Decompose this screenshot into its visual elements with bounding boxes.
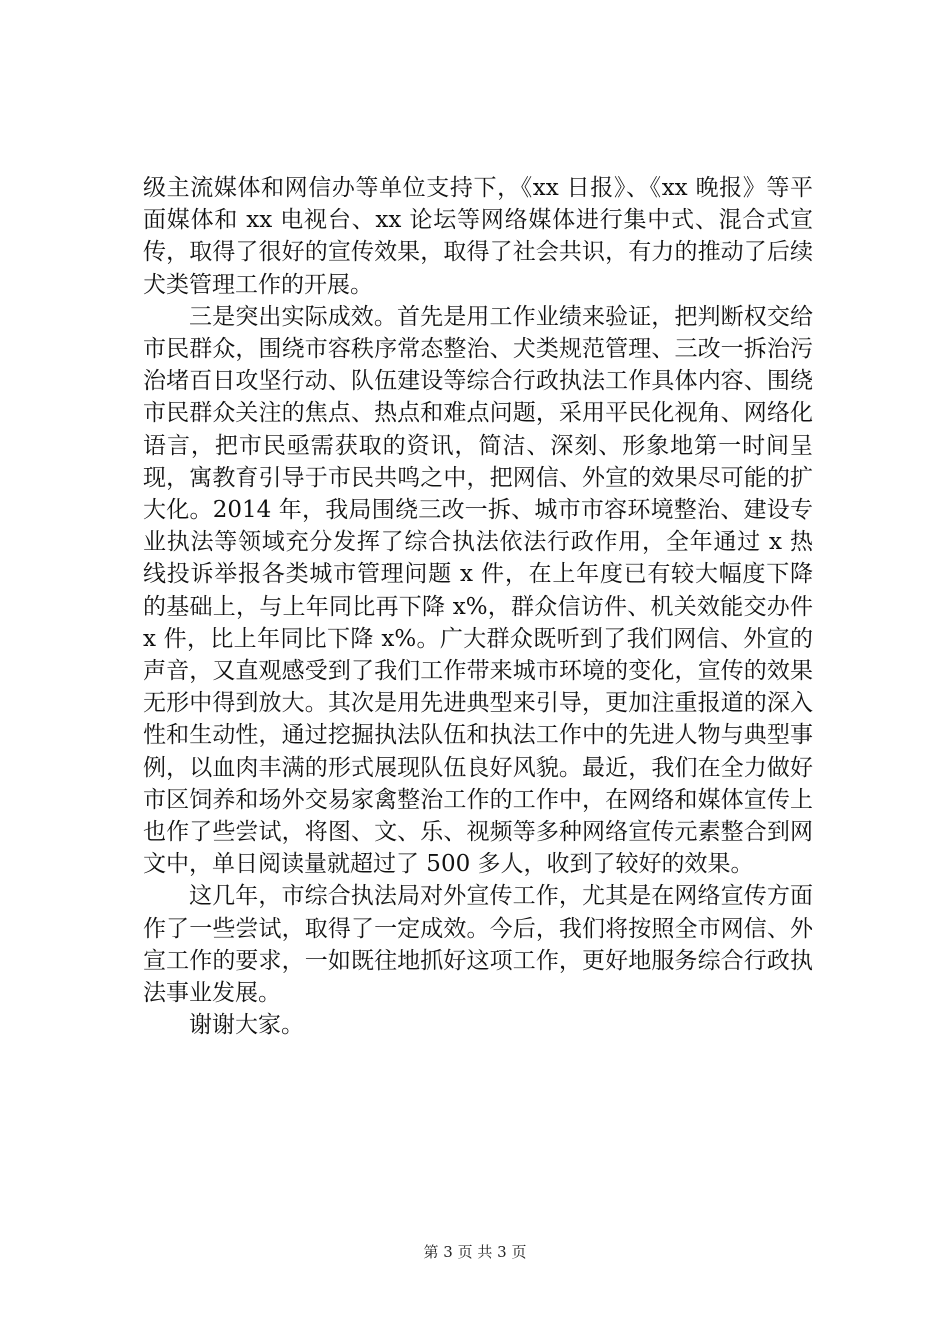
paragraph-3: 这几年，市综合执法局对外宣传工作，尤其是在网络宣传方面作了一些尝试，取得了一定成效。今后，我们将按照全市网信、外宣工作的要求，一如既往地抓好这项工作，更好地服务综合行政执法事业发展。	[143, 883, 813, 1007]
paragraph-2: 三是突出实际成效。首先是用工作业绩来验证，把判断权交给市民群众，围绕市容秩序常态整治、犬类规范管理、三改一拆治污治堵百日攻坚行动、队伍建设等综合行政执法工作具体内容、围绕市民群众关注的焦点、热点和难点问题，采用平民化视角、网络化语言，把市民亟需获取的资讯，简洁、深刻、形象地第一时间呈现，寓教育引导于市民共鸣之中，把网信、外宣的效果尽可能的扩大化。2014 年，我局围绕三改一拆、城市市容环境整治、建设专业执法等领域充分发挥了综合执法依法行政作用，全年通过 x 热线投诉举报各类城市管理问题 x 件，在上年度已有较大幅度下降的基础上，与上年同比再下降 x%，群众信访件、机关效能交办件 x 件，比上年同比下降 x%。广大群众既听到了我们网信、外宣的声音，又直观感受到了我们工作带来城市环境的变化，宣传的效果无形中得到放大。其次是用先进典型来引导，更加注重报道的深入性和生动性，通过挖掘执法队伍和执法工作中的先进人物与典型事例，以血肉丰满的形式展现队伍良好风貌。最近，我们在全力做好市区饲养和场外交易家禽整治工作的工作中，在网络和媒体宣传上也作了些尝试，将图、文、乐、视频等多种网络宣传元素整合到网文中，单日阅读量就超过了 500 多人，收到了较好的效果。	[143, 303, 813, 878]
paragraph-4: 谢谢大家。	[189, 1012, 304, 1039]
paragraph-1: 级主流媒体和网信办等单位支持下，《xx 日报》、《xx 晚报》等平面媒体和 xx 电视台、xx 论坛等网络媒体进行集中式、混合式宣传，取得了很好的宣传效果，取得了社会共识，有力的推动了后续犬类管理工作的开展。	[143, 175, 813, 298]
document-body	[143, 172, 813, 1041]
page-number-footer: 第 3 页 共 3 页	[423, 1243, 527, 1261]
